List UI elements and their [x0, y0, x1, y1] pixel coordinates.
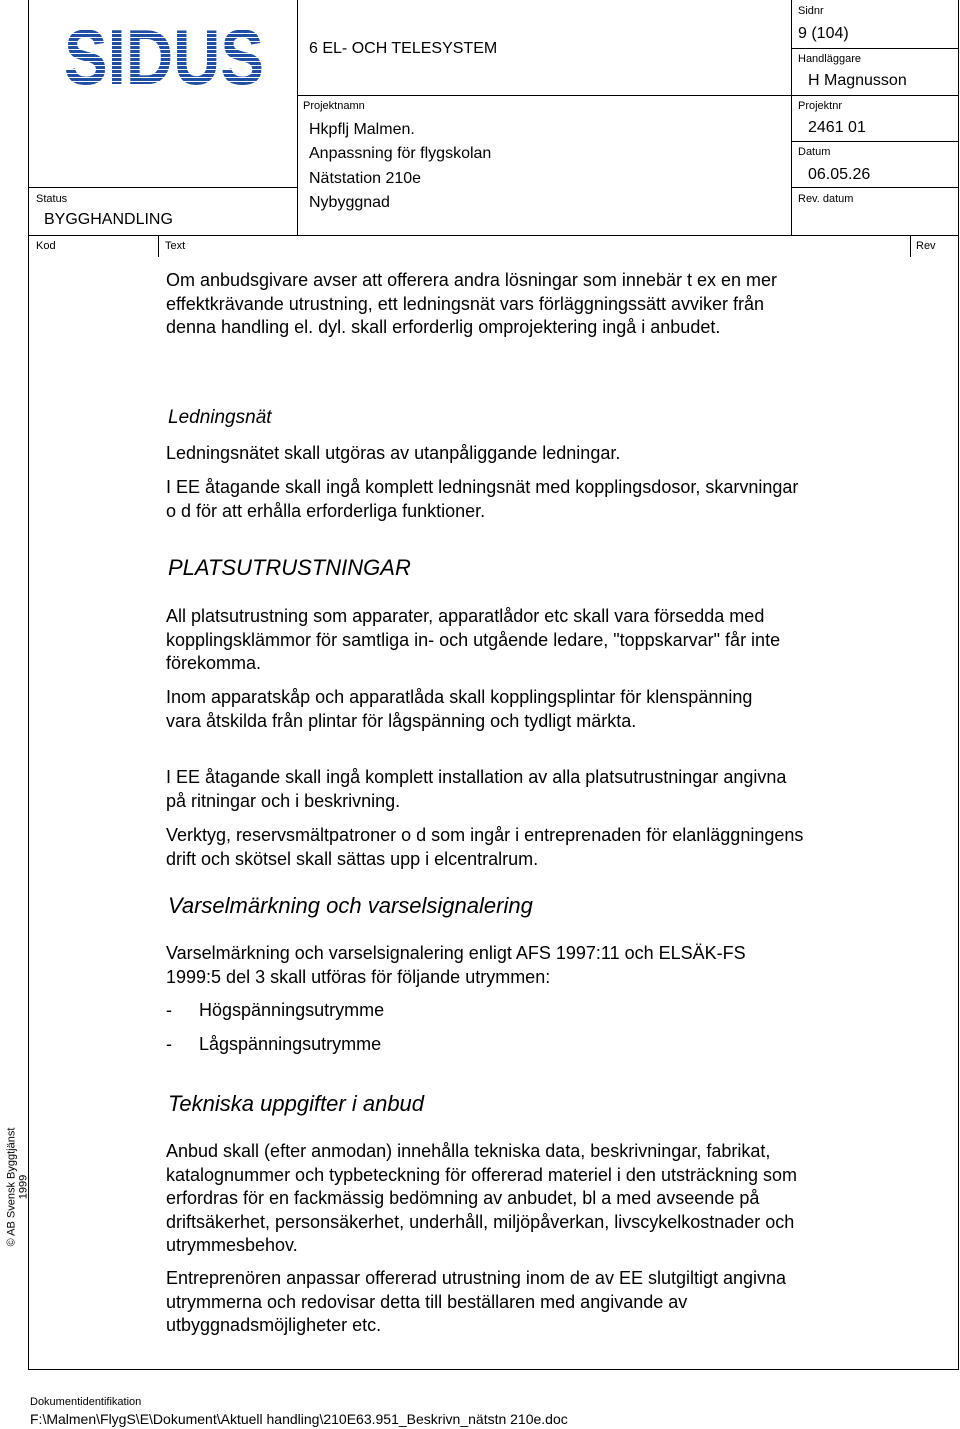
sidnr-label: Sidnr	[798, 5, 824, 17]
section-heading: PLATSUTRUSTNINGAR	[168, 555, 411, 580]
projektnamn-line: Anpassning för flygskolan	[309, 145, 492, 162]
handlaggare-value: H Magnusson	[808, 72, 907, 89]
sidnr-value: 9 (104)	[798, 25, 849, 42]
paragraph: Entreprenören anpassar offererad utrustning inom de av EE slutgiltigt angivna utrymmerna och redovisar detta till beställaren med angivande av utbyggnadsmöjligheter etc.	[166, 1268, 787, 1335]
header-divider	[791, 141, 959, 142]
projektnamn-line: Hkpflj Malmen.	[309, 121, 415, 138]
projektnamn-line: Nätstation 210e	[309, 170, 422, 187]
header-divider	[791, 187, 959, 188]
handlaggare-label: Handläggare	[798, 53, 861, 65]
header-divider	[28, 187, 297, 188]
doc-id-label: Dokumentidentifikation	[30, 1396, 142, 1408]
kod-column-label: Kod	[36, 240, 56, 252]
sidus-logo	[64, 13, 264, 101]
section-heading: Ledningsnät	[168, 407, 272, 428]
status-label: Status	[36, 193, 68, 205]
paragraph: Anbud skall (efter anmodan) innehålla tekniska data, beskrivningar, fabrikat, katalognummer och typbeteckning för offererad materiel i den utsträckning som erfordras för en fackmässig bedömning av anbudet, bl a med avseende på driftsäkerhet, personsäkerhet, underhåll, miljöpåverkan, livscykelkostnader och utrymmesbehov.	[166, 1141, 797, 1255]
datum-value: 06.05.26	[808, 166, 871, 183]
section-heading: Varselmärkning och varselsignalering	[168, 893, 533, 918]
revdatum-label: Rev. datum	[798, 193, 854, 205]
paragraph: Inom apparatskåp och apparatlåda skall kopplingsplintar för klenspänning vara åtskilda från plintar för lågspänning och tydligt märkta.	[166, 687, 753, 731]
status-value: BYGGHANDLING	[44, 211, 173, 228]
svg-text:SIDUS: SIDUS	[64, 13, 264, 101]
paragraph: I EE åtagande skall ingå komplett installation av alla platsutrustningar angivna på ritningar och i beskrivning.	[166, 767, 787, 811]
column-divider	[158, 235, 159, 257]
projektnr-label: Projektnr	[798, 100, 843, 112]
text-column-label: Text	[165, 240, 186, 252]
projektnamn-line: Nybyggnad	[309, 194, 390, 211]
rev-column-label: Rev	[916, 240, 936, 252]
list-item: - Lågspänningsutrymme	[166, 1034, 382, 1054]
paragraph: I EE åtagande skall ingå komplett ledningsnät med kopplingsdosor, skarvningar o d för att erhålla erforderliga funktioner.	[166, 477, 799, 521]
section-heading: Tekniska uppgifter i anbud	[168, 1091, 425, 1116]
section-title: 6 EL- OCH TELESYSTEM	[309, 40, 498, 57]
copyright-note: © AB Svensk Byggtjänst 1999	[5, 1127, 30, 1247]
datum-label: Datum	[798, 146, 831, 158]
paragraph: Verktyg, reservsmältpatroner o d som ingår i entreprenaden för elanläggningens drift och skötsel skall sättas upp i elcentralrum.	[166, 825, 804, 869]
header-divider	[791, 0, 792, 235]
paragraph: Varselmärkning och varselsignalering enligt AFS 1997:11 och ELSÄK-FS 1999:5 del 3 skall utföras för följande utrymmen:	[166, 943, 746, 987]
doc-id-value: F:\Malmen\FlygS\E\Dokument\Aktuell handling\210E63.951_Beskrivn_nätstn 210e.doc	[30, 1411, 568, 1427]
projektnamn-label: Projektnamn	[303, 100, 365, 112]
paragraph: Ledningsnätet skall utgöras av utanpåliggande ledningar.	[166, 443, 621, 463]
list-item: - Högspänningsutrymme	[166, 1000, 385, 1020]
projektnr-value: 2461 01	[808, 119, 866, 136]
header-divider	[791, 48, 959, 49]
header-divider	[28, 235, 959, 236]
intro-paragraph: Om anbudsgivare avser att offerera andra lösningar som innebär t ex en mer effektkrävande utrustning, ett ledningsnät vars förläggningssätt avviker från denna handling el. dyl. skall erforderlig omprojektering ingå i anbudet.	[166, 270, 777, 337]
header-divider	[297, 0, 298, 235]
list-item-label: Högspänningsutrymme	[199, 1000, 385, 1020]
list-item-label: Lågspänningsutrymme	[199, 1034, 382, 1054]
column-divider	[910, 235, 911, 257]
paragraph: All platsutrustning som apparater, apparatlådor etc skall vara försedda med kopplingsklämmor för samtliga in- och utgående ledare, "toppskarvar" får inte förekomma.	[166, 606, 781, 673]
header-divider	[297, 95, 959, 96]
